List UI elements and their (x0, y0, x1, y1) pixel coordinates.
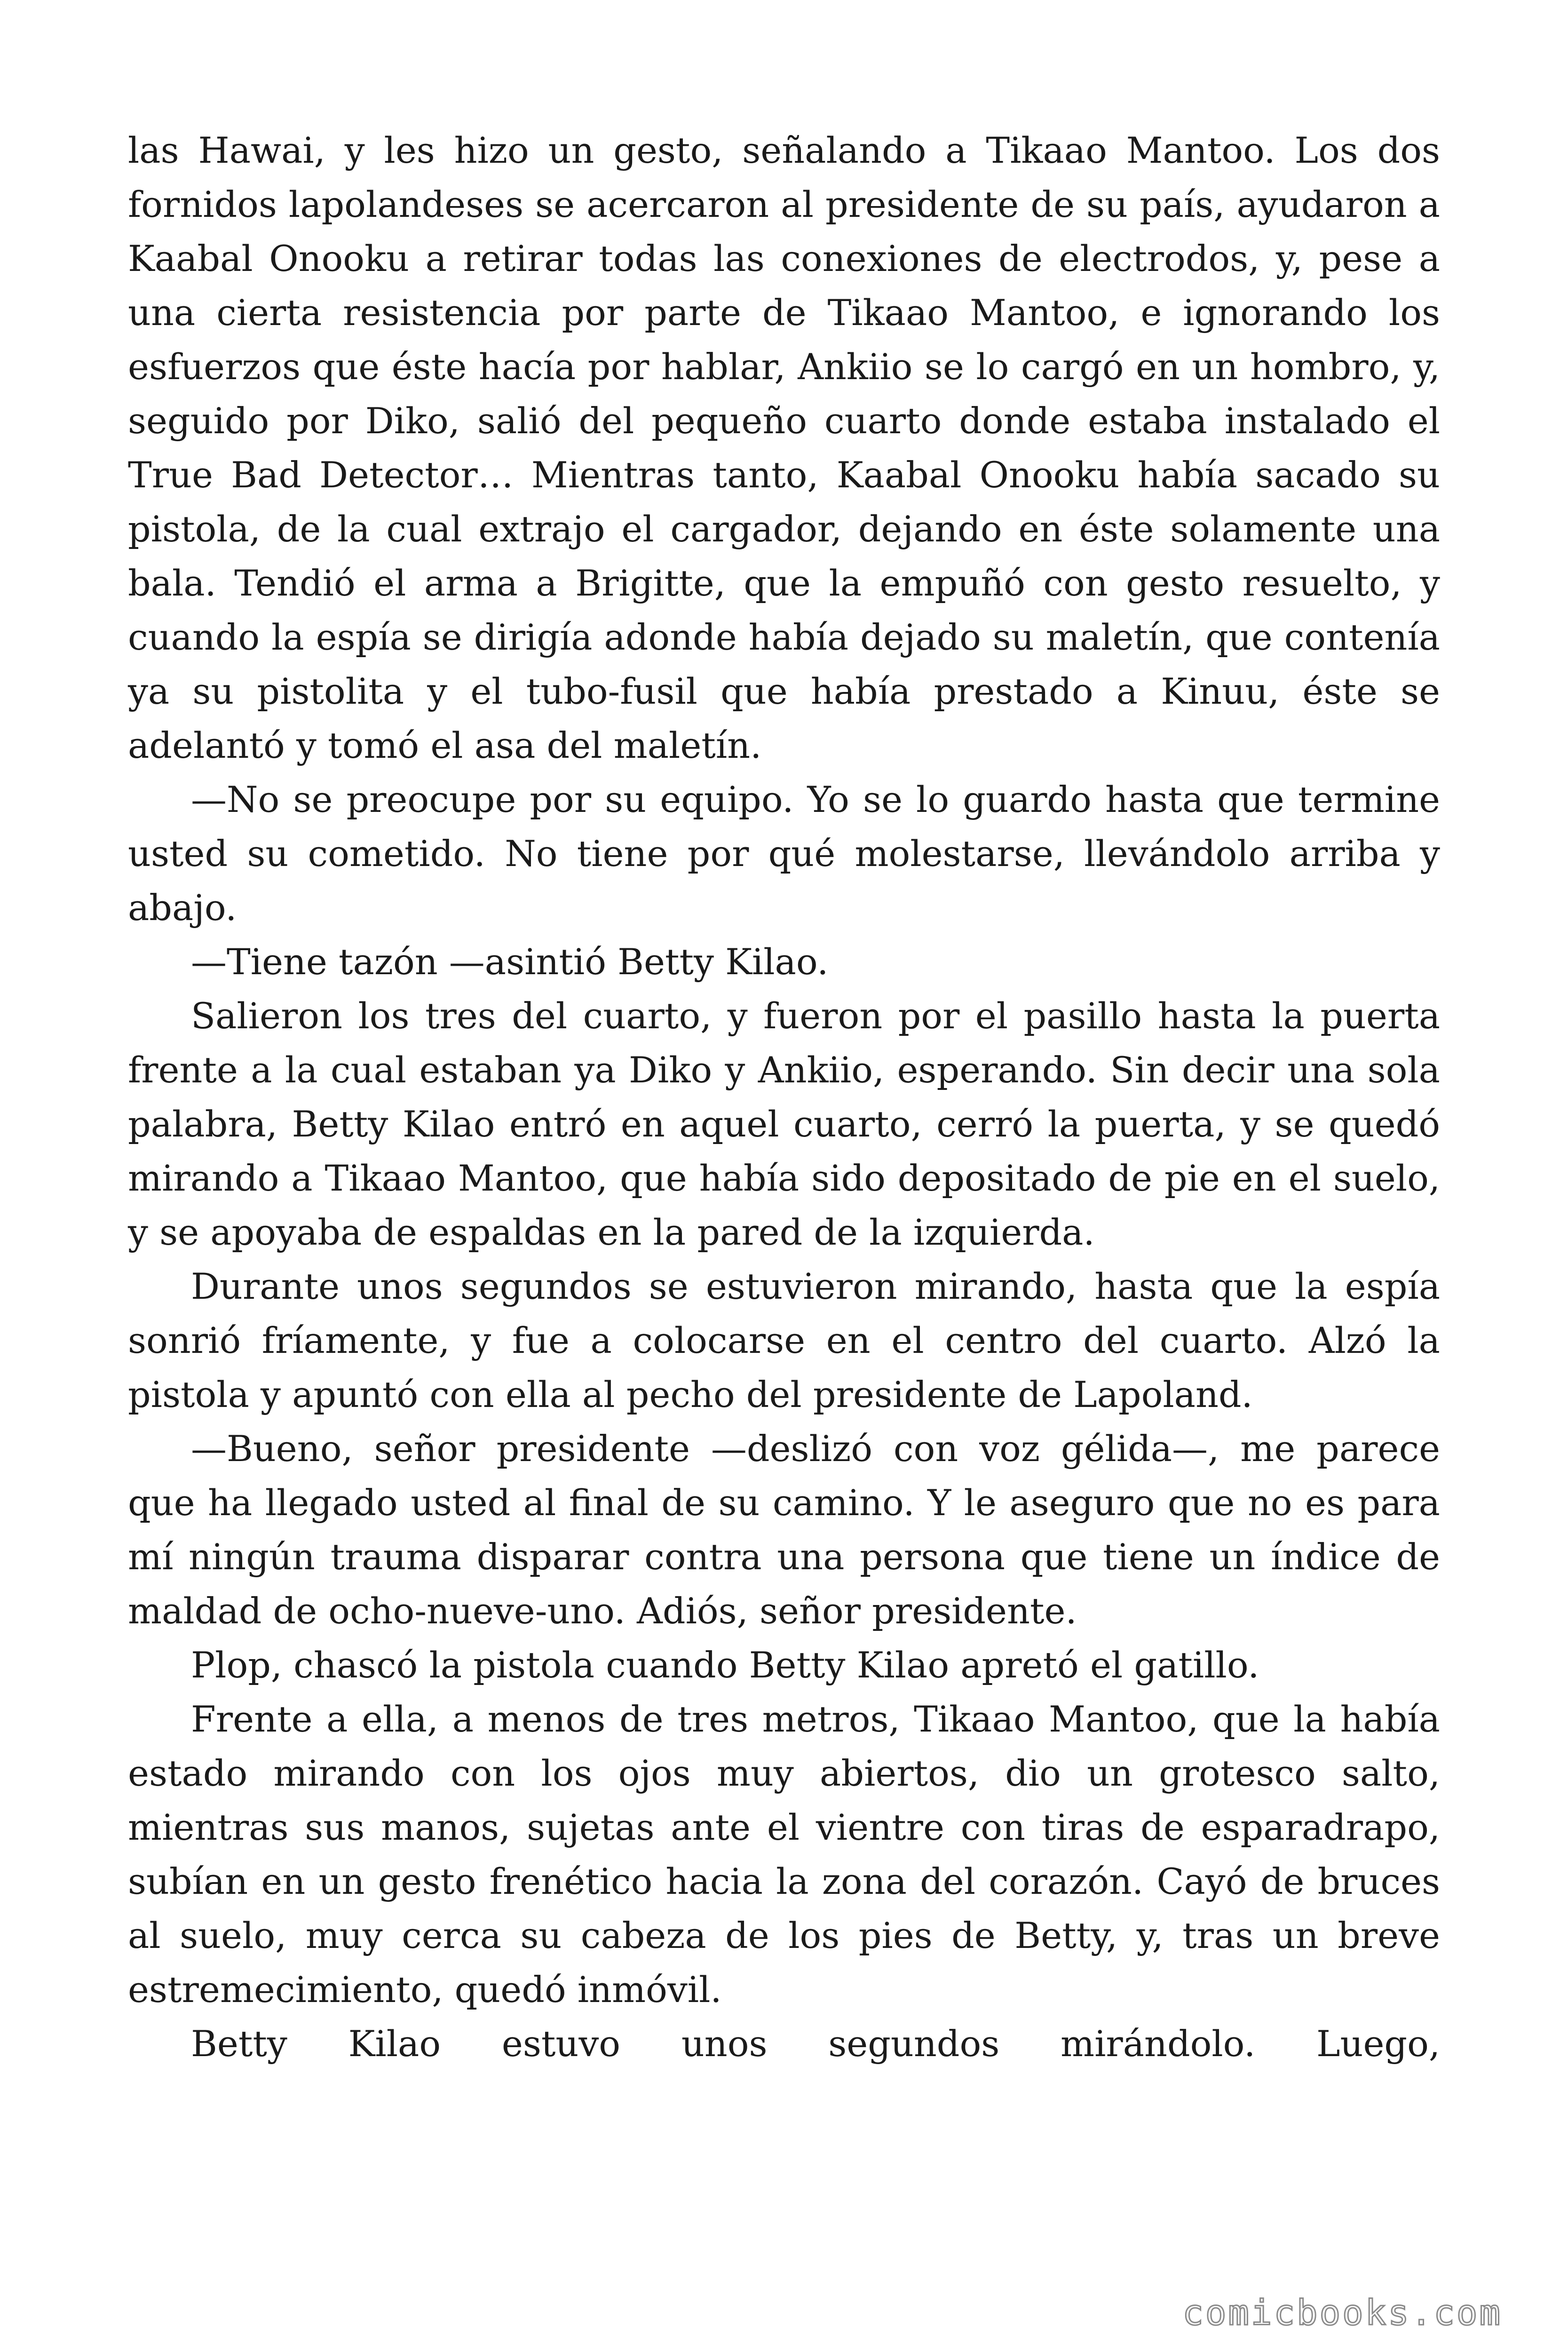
paragraph: Plop, chascó la pistola cuando Betty Kilao apretó el gatillo. (191, 1644, 1259, 1686)
paragraph: Salieron los tres del cuarto, y fueron por el pasillo hasta la puerta frente a la cual estaban ya Diko y Ankiio, esperando. Sin decir una sola palabra, Betty Kilao entró en aquel cuarto, cerró la puerta, y se quedó mirando a Tikaao Mantoo, que había sido depositado de pie en el suelo, y se apoyaba de espaldas en la pared de la izquierda. (128, 995, 1440, 1253)
paragraph-dialogue: —Bueno, señor presidente —deslizó con voz gélida—, me parece que ha llegado usted al final de su camino. Y le aseguro que no es para mí ningún trauma disparar contra una persona que tiene un índice de maldad de ocho-nueve-uno. Adiós, señor presidente. (128, 1428, 1440, 1632)
paragraph: Durante unos segundos se estuvieron mirando, hasta que la espía sonrió fríamente, y fue a colocarse en el centro del cuarto. Alzó la pistola y apuntó con ella al pecho del presidente de Lapoland. (128, 1265, 1440, 1415)
paragraph-dialogue: —No se preocupe por su equipo. Yo se lo guardo hasta que termine usted su cometido. No tiene por qué molestarse, llevándolo arriba y abajo. (128, 779, 1440, 929)
site-watermark: comicbooks.com (1182, 2293, 1502, 2333)
paragraph: Frente a ella, a menos de tres metros, Tikaao Mantoo, que la había estado mirando con los ojos muy abiertos, dio un grotesco salto, mientras sus manos, sujetas ante el vientre con tiras de esparadrapo, subían en un gesto frenético hacia la zona del corazón. Cayó de bruces al suelo, muy cerca su cabeza de los pies de Betty, y, tras un breve estremecimiento, quedó inmóvil. (128, 1698, 1440, 2010)
paragraph-continued: las Hawai, y les hizo un gesto, señalando a Tikaao Mantoo. Los dos fornidos lapolandeses se acercaron al presidente de su país, ayudaron a Kaabal Onooku a retirar todas las conexiones de electrodos, y, pese a una cierta resistencia por parte de Tikaao Mantoo, e ignorando los esfuerzos que éste hacía por hablar, Ankiio se lo cargó en un hombro, y, seguido por Diko, salió del pequeño cuarto donde estaba instalado el True Bad Detector… Mientras tanto, Kaabal Onooku había sacado su pistola, de la cual extrajo el cargador, dejando en éste solamente una bala. Tendió el arma a Brigitte, que la empuñó con gesto resuelto, y cuando la espía se dirigía adonde había dejado su maletín, que contenía ya su pistolita y el tubo-fusil que había prestado a Kinuu, éste se adelantó y tomó el asa del maletín. (128, 129, 1440, 766)
paragraph-truncated: Betty Kilao estuvo unos segundos mirándolo. Luego, (191, 2023, 1440, 2065)
body-text (128, 123, 1440, 2071)
paragraph-dialogue: —Tiene tazón —asintió Betty Kilao. (191, 941, 829, 983)
